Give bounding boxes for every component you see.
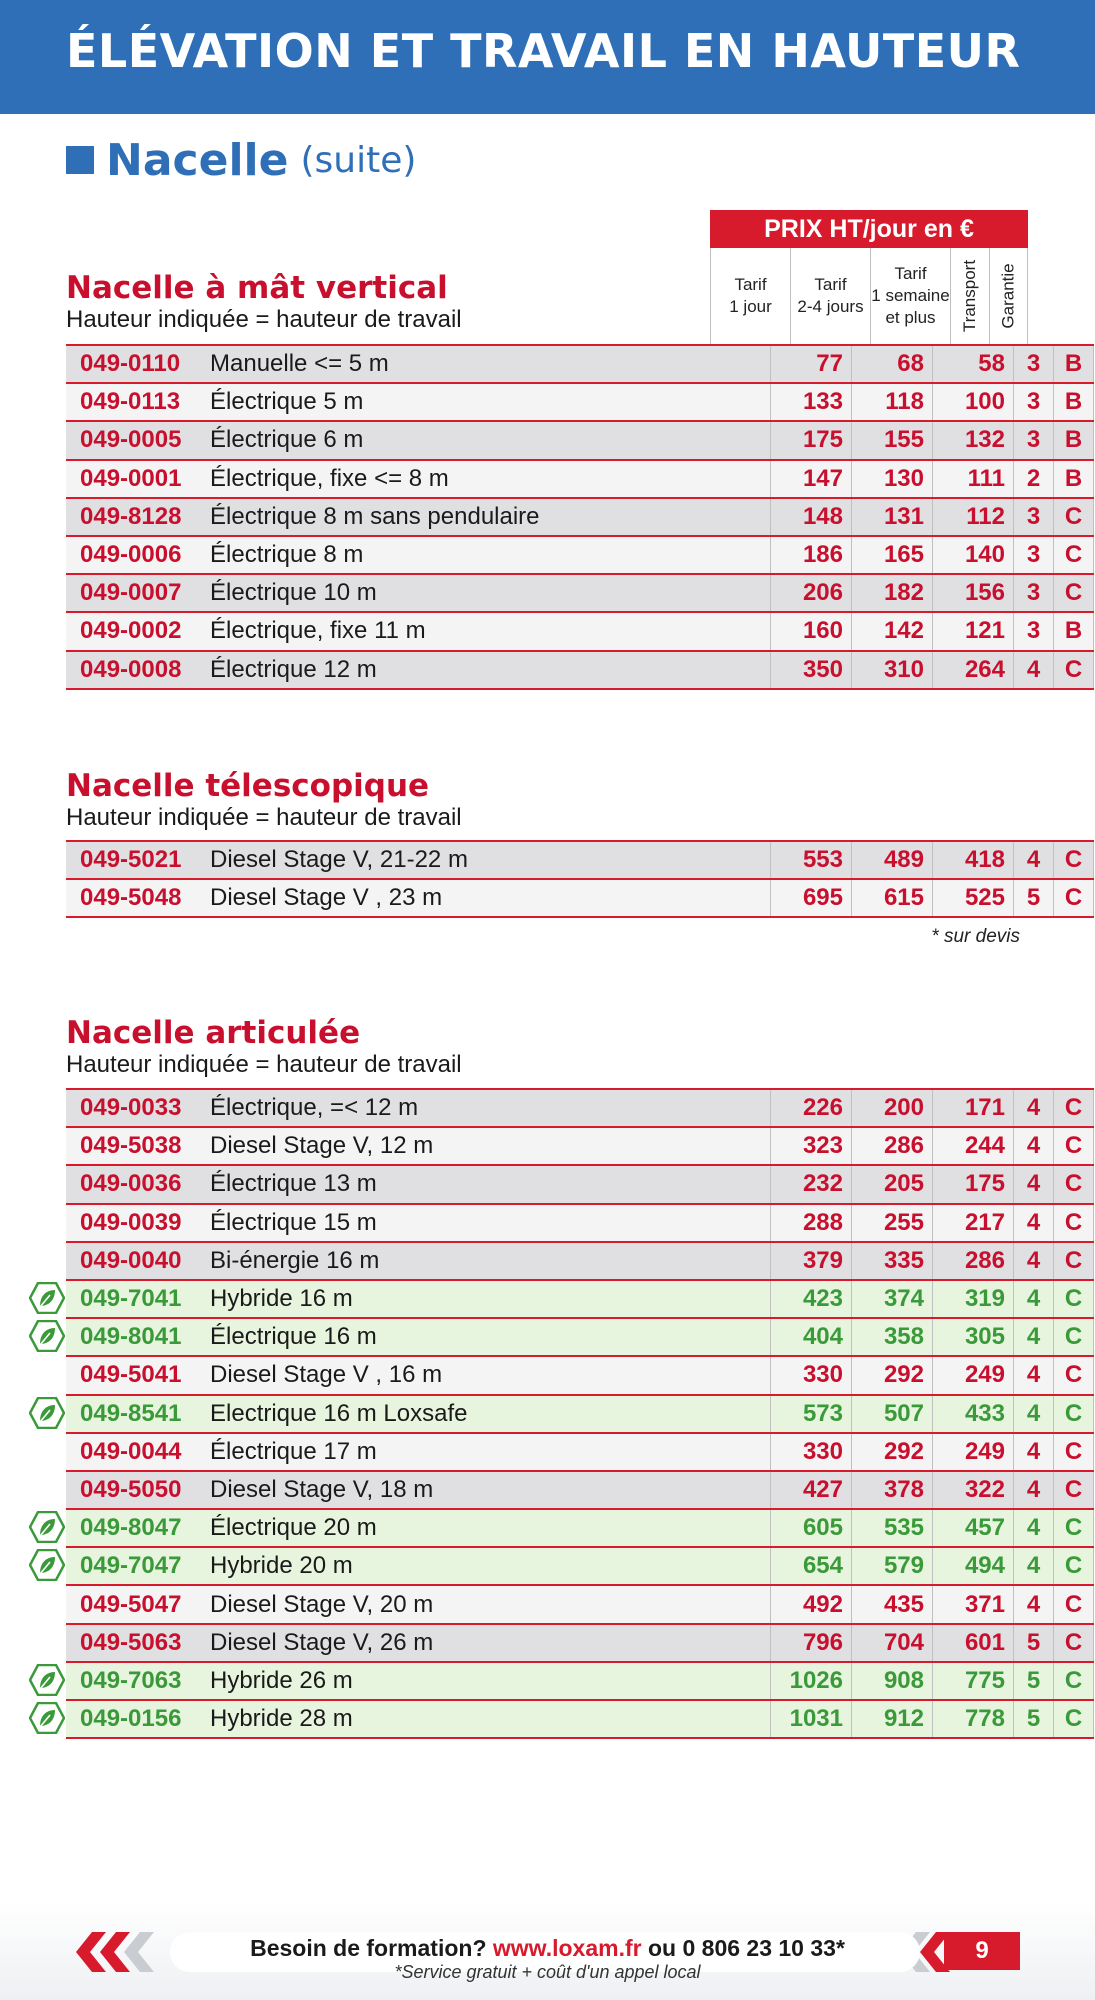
product-code: 049-8047 [66,1509,210,1547]
product-description: Hybride 28 m [210,1700,771,1738]
bullet-square-icon [66,146,94,174]
price-1-day: 1026 [771,1662,852,1700]
product-description: Hybride 16 m [210,1280,771,1318]
product-code: 049-0110 [66,345,210,383]
transport-class: 4 [1014,1242,1054,1280]
price-2-4-days: 292 [852,1433,933,1471]
table-row [66,651,1094,689]
price-week: 264 [933,651,1014,689]
garantie-class: B [1054,460,1094,498]
product-code: 049-0113 [66,383,210,421]
garantie-class: C [1054,1547,1094,1585]
transport-class: 3 [1014,536,1054,574]
price-2-4-days: 68 [852,345,933,383]
product-description: Bi-énergie 16 m [210,1242,771,1280]
price-week: 286 [933,1242,1014,1280]
eco-leaf-icon [29,1320,65,1352]
product-code: 049-0005 [66,421,210,459]
price-week: 494 [933,1547,1014,1585]
price-2-4-days: 310 [852,651,933,689]
transport-class: 4 [1014,1395,1054,1433]
eco-leaf-icon [29,1664,65,1696]
category-heading [66,130,416,190]
section-subtitle: Hauteur indiquée = hauteur de travail [66,804,462,831]
garantie-class: C [1054,1395,1094,1433]
product-code: 049-0007 [66,574,210,612]
footer-note: *Service gratuit + coût d'un appel local [394,1962,701,1982]
price-1-day: 330 [771,1433,852,1471]
transport-class: 3 [1014,574,1054,612]
eco-leaf-icon [29,1511,65,1543]
table-row [66,1662,1094,1700]
price-week: 112 [933,498,1014,536]
price-1-day: 147 [771,460,852,498]
product-description: Électrique, =< 12 m [210,1089,771,1127]
price-table-mat-vertical [66,344,1094,690]
transport-class: 4 [1014,1089,1054,1127]
product-code: 049-5041 [66,1356,210,1394]
transport-class: 4 [1014,1509,1054,1547]
price-1-day: 404 [771,1318,852,1356]
section-subtitle: Hauteur indiquée = hauteur de travail [66,306,462,333]
table-row [66,1356,1094,1394]
table-row [66,460,1094,498]
section-telescopique [66,768,1028,832]
price-1-day: 160 [771,612,852,650]
table-row [66,383,1094,421]
category-title: Nacelle [106,134,289,186]
price-2-4-days: 165 [852,536,933,574]
table-row [66,1585,1094,1623]
price-week: 249 [933,1433,1014,1471]
table-row [66,1242,1094,1280]
product-code: 049-0006 [66,536,210,574]
price-1-day: 796 [771,1624,852,1662]
price-1-day: 553 [771,841,852,879]
price-week: 249 [933,1356,1014,1394]
table-row [66,612,1094,650]
transport-class: 2 [1014,460,1054,498]
price-2-4-days: 142 [852,612,933,650]
table-row [66,1700,1094,1738]
garantie-class: B [1054,383,1094,421]
price-2-4-days: 489 [852,841,933,879]
footer-url-link[interactable]: www.loxam.fr [492,1935,642,1961]
product-description: Diesel Stage V , 16 m [210,1356,771,1394]
page-title: ÉLÉVATION ET TRAVAIL EN HAUTEUR [66,24,1021,78]
price-week: 121 [933,612,1014,650]
footer-contact [0,1935,1095,1962]
price-week: 525 [933,879,1014,917]
garantie-class: C [1054,1433,1094,1471]
table-row [66,1280,1094,1318]
price-1-day: 232 [771,1165,852,1203]
product-code: 049-7047 [66,1547,210,1585]
table-row [66,1204,1094,1242]
page-number: 9 [944,1932,1020,1970]
price-1-day: 423 [771,1280,852,1318]
table-row [66,1089,1094,1127]
product-description: Electrique 16 m Loxsafe [210,1395,771,1433]
price-1-day: 186 [771,536,852,574]
col-header-garantie: Garantie [989,248,1028,344]
price-2-4-days: 205 [852,1165,933,1203]
garantie-class: B [1054,345,1094,383]
price-1-day: 226 [771,1089,852,1127]
price-2-4-days: 182 [852,574,933,612]
product-code: 049-5021 [66,841,210,879]
product-code: 049-5063 [66,1624,210,1662]
table-row [66,841,1094,879]
product-description: Diesel Stage V , 23 m [210,879,771,917]
price-1-day: 206 [771,574,852,612]
eco-leaf-icon [29,1549,65,1581]
price-2-4-days: 335 [852,1242,933,1280]
price-week: 171 [933,1089,1014,1127]
eco-leaf-icon [29,1702,65,1734]
price-week: 100 [933,383,1014,421]
garantie-class: C [1054,841,1094,879]
price-week: 58 [933,345,1014,383]
price-table-telescopique [66,840,1094,918]
price-table-articulee [66,1088,1094,1739]
transport-class: 4 [1014,1165,1054,1203]
product-description: Électrique, fixe <= 8 m [210,460,771,498]
product-code: 049-5048 [66,879,210,917]
table-row [66,421,1094,459]
transport-class: 4 [1014,1471,1054,1509]
transport-class: 3 [1014,383,1054,421]
transport-class: 4 [1014,1547,1054,1585]
product-code: 049-7063 [66,1662,210,1700]
transport-class: 4 [1014,1280,1054,1318]
product-description: Électrique 6 m [210,421,771,459]
col-header-tarif-1-jour: Tarif 1 jour [710,248,790,344]
sur-devis-note: * sur devis [931,926,1020,947]
price-1-day: 323 [771,1127,852,1165]
table-row [66,1624,1094,1662]
product-description: Électrique 20 m [210,1509,771,1547]
price-2-4-days: 378 [852,1471,933,1509]
section-mat-vertical [66,270,1028,334]
price-2-4-days: 255 [852,1204,933,1242]
product-description: Électrique, fixe 11 m [210,612,771,650]
price-header: PRIX HT/jour en € [710,210,1028,248]
transport-class: 4 [1014,1127,1054,1165]
garantie-class: C [1054,1471,1094,1509]
garantie-class: C [1054,574,1094,612]
product-description: Diesel Stage V, 20 m [210,1585,771,1623]
transport-class: 4 [1014,1318,1054,1356]
transport-class: 4 [1014,1204,1054,1242]
product-description: Électrique 12 m [210,651,771,689]
table-row [66,879,1094,917]
price-1-day: 148 [771,498,852,536]
garantie-class: C [1054,879,1094,917]
price-week: 322 [933,1471,1014,1509]
price-week: 778 [933,1700,1014,1738]
product-description: Diesel Stage V, 18 m [210,1471,771,1509]
price-week: 156 [933,574,1014,612]
product-description: Électrique 5 m [210,383,771,421]
product-description: Électrique 8 m [210,536,771,574]
price-1-day: 427 [771,1471,852,1509]
product-description: Électrique 8 m sans pendulaire [210,498,771,536]
price-1-day: 350 [771,651,852,689]
product-code: 049-0156 [66,1700,210,1738]
product-code: 049-7041 [66,1280,210,1318]
price-week: 175 [933,1165,1014,1203]
price-2-4-days: 374 [852,1280,933,1318]
transport-class: 5 [1014,879,1054,917]
table-row [66,345,1094,383]
transport-class: 5 [1014,1662,1054,1700]
transport-class: 3 [1014,421,1054,459]
price-1-day: 330 [771,1356,852,1394]
price-2-4-days: 131 [852,498,933,536]
price-week: 132 [933,421,1014,459]
price-1-day: 605 [771,1509,852,1547]
transport-class: 3 [1014,498,1054,536]
table-row [66,1165,1094,1203]
table-row [66,536,1094,574]
transport-class: 5 [1014,1700,1054,1738]
transport-class: 4 [1014,1356,1054,1394]
price-1-day: 695 [771,879,852,917]
transport-class: 4 [1014,1433,1054,1471]
table-row [66,1395,1094,1433]
transport-class: 4 [1014,651,1054,689]
product-description: Hybride 26 m [210,1662,771,1700]
section-articulee [66,1015,1028,1079]
table-row [66,1509,1094,1547]
product-description: Hybride 20 m [210,1547,771,1585]
product-description: Manuelle <= 5 m [210,345,771,383]
price-1-day: 288 [771,1204,852,1242]
price-1-day: 133 [771,383,852,421]
product-code: 049-0001 [66,460,210,498]
category-suffix: (suite) [300,139,417,181]
product-code: 049-0033 [66,1089,210,1127]
page-header [0,0,1095,114]
price-week: 111 [933,460,1014,498]
garantie-class: B [1054,612,1094,650]
table-row [66,1433,1094,1471]
product-description: Électrique 10 m [210,574,771,612]
price-2-4-days: 912 [852,1700,933,1738]
price-1-day: 1031 [771,1700,852,1738]
transport-class: 3 [1014,612,1054,650]
table-row [66,574,1094,612]
garantie-class: C [1054,1318,1094,1356]
garantie-class: C [1054,1700,1094,1738]
price-2-4-days: 155 [852,421,933,459]
transport-class: 4 [1014,841,1054,879]
garantie-class: C [1054,498,1094,536]
footer-or: ou [647,1935,677,1961]
garantie-class: C [1054,1204,1094,1242]
price-week: 371 [933,1585,1014,1623]
price-2-4-days: 535 [852,1509,933,1547]
product-description: Diesel Stage V, 21-22 m [210,841,771,879]
price-2-4-days: 615 [852,879,933,917]
product-description: Électrique 13 m [210,1165,771,1203]
price-week: 217 [933,1204,1014,1242]
table-row [66,498,1094,536]
garantie-class: C [1054,1127,1094,1165]
price-week: 601 [933,1624,1014,1662]
product-code: 049-0002 [66,612,210,650]
product-description: Diesel Stage V, 12 m [210,1127,771,1165]
price-week: 305 [933,1318,1014,1356]
product-code: 049-5047 [66,1585,210,1623]
price-2-4-days: 358 [852,1318,933,1356]
price-2-4-days: 908 [852,1662,933,1700]
garantie-class: C [1054,1356,1094,1394]
price-1-day: 175 [771,421,852,459]
col-header-transport: Transport [950,248,989,344]
price-1-day: 654 [771,1547,852,1585]
garantie-class: B [1054,421,1094,459]
col-header-tarif-semaine: Tarif 1 semaine et plus [870,248,950,344]
table-row [66,1471,1094,1509]
price-2-4-days: 435 [852,1585,933,1623]
price-1-day: 492 [771,1585,852,1623]
price-2-4-days: 579 [852,1547,933,1585]
footer-prefix: Besoin de formation? [250,1935,487,1961]
garantie-class: C [1054,1585,1094,1623]
price-2-4-days: 704 [852,1624,933,1662]
table-row [66,1127,1094,1165]
garantie-class: C [1054,1509,1094,1547]
eco-leaf-icon [29,1282,65,1314]
col-header-tarif-2-4-jours: Tarif 2-4 jours [790,248,870,344]
section-subtitle: Hauteur indiquée = hauteur de travail [66,1051,462,1078]
price-1-day: 379 [771,1242,852,1280]
price-2-4-days: 286 [852,1127,933,1165]
product-code: 049-0040 [66,1242,210,1280]
price-week: 244 [933,1127,1014,1165]
product-code: 049-8128 [66,498,210,536]
product-description: Électrique 15 m [210,1204,771,1242]
transport-class: 4 [1014,1585,1054,1623]
product-description: Diesel Stage V, 26 m [210,1624,771,1662]
garantie-class: C [1054,1165,1094,1203]
price-week: 775 [933,1662,1014,1700]
price-1-day: 77 [771,345,852,383]
garantie-class: C [1054,1624,1094,1662]
garantie-class: C [1054,1089,1094,1127]
garantie-class: C [1054,1280,1094,1318]
garantie-class: C [1054,1662,1094,1700]
price-week: 418 [933,841,1014,879]
section-title: Nacelle télescopique [66,768,430,804]
eco-leaf-icon [29,1397,65,1429]
product-code: 049-0039 [66,1204,210,1242]
price-week: 433 [933,1395,1014,1433]
product-code: 049-0036 [66,1165,210,1203]
section-title: Nacelle articulée [66,1015,361,1051]
price-2-4-days: 130 [852,460,933,498]
product-code: 049-5038 [66,1127,210,1165]
price-2-4-days: 118 [852,383,933,421]
section-title: Nacelle à mât vertical [66,270,448,306]
price-1-day: 573 [771,1395,852,1433]
garantie-class: C [1054,1242,1094,1280]
product-code: 049-8041 [66,1318,210,1356]
product-code: 049-0044 [66,1433,210,1471]
table-row [66,1547,1094,1585]
product-code: 049-5050 [66,1471,210,1509]
product-description: Électrique 17 m [210,1433,771,1471]
product-code: 049-8541 [66,1395,210,1433]
price-2-4-days: 200 [852,1089,933,1127]
table-row [66,1318,1094,1356]
price-2-4-days: 507 [852,1395,933,1433]
transport-class: 3 [1014,345,1054,383]
footer-phone: 0 806 23 10 33* [682,1935,845,1961]
price-week: 319 [933,1280,1014,1318]
price-2-4-days: 292 [852,1356,933,1394]
price-week: 457 [933,1509,1014,1547]
garantie-class: C [1054,536,1094,574]
product-description: Électrique 16 m [210,1318,771,1356]
garantie-class: C [1054,651,1094,689]
price-week: 140 [933,536,1014,574]
transport-class: 5 [1014,1624,1054,1662]
product-code: 049-0008 [66,651,210,689]
